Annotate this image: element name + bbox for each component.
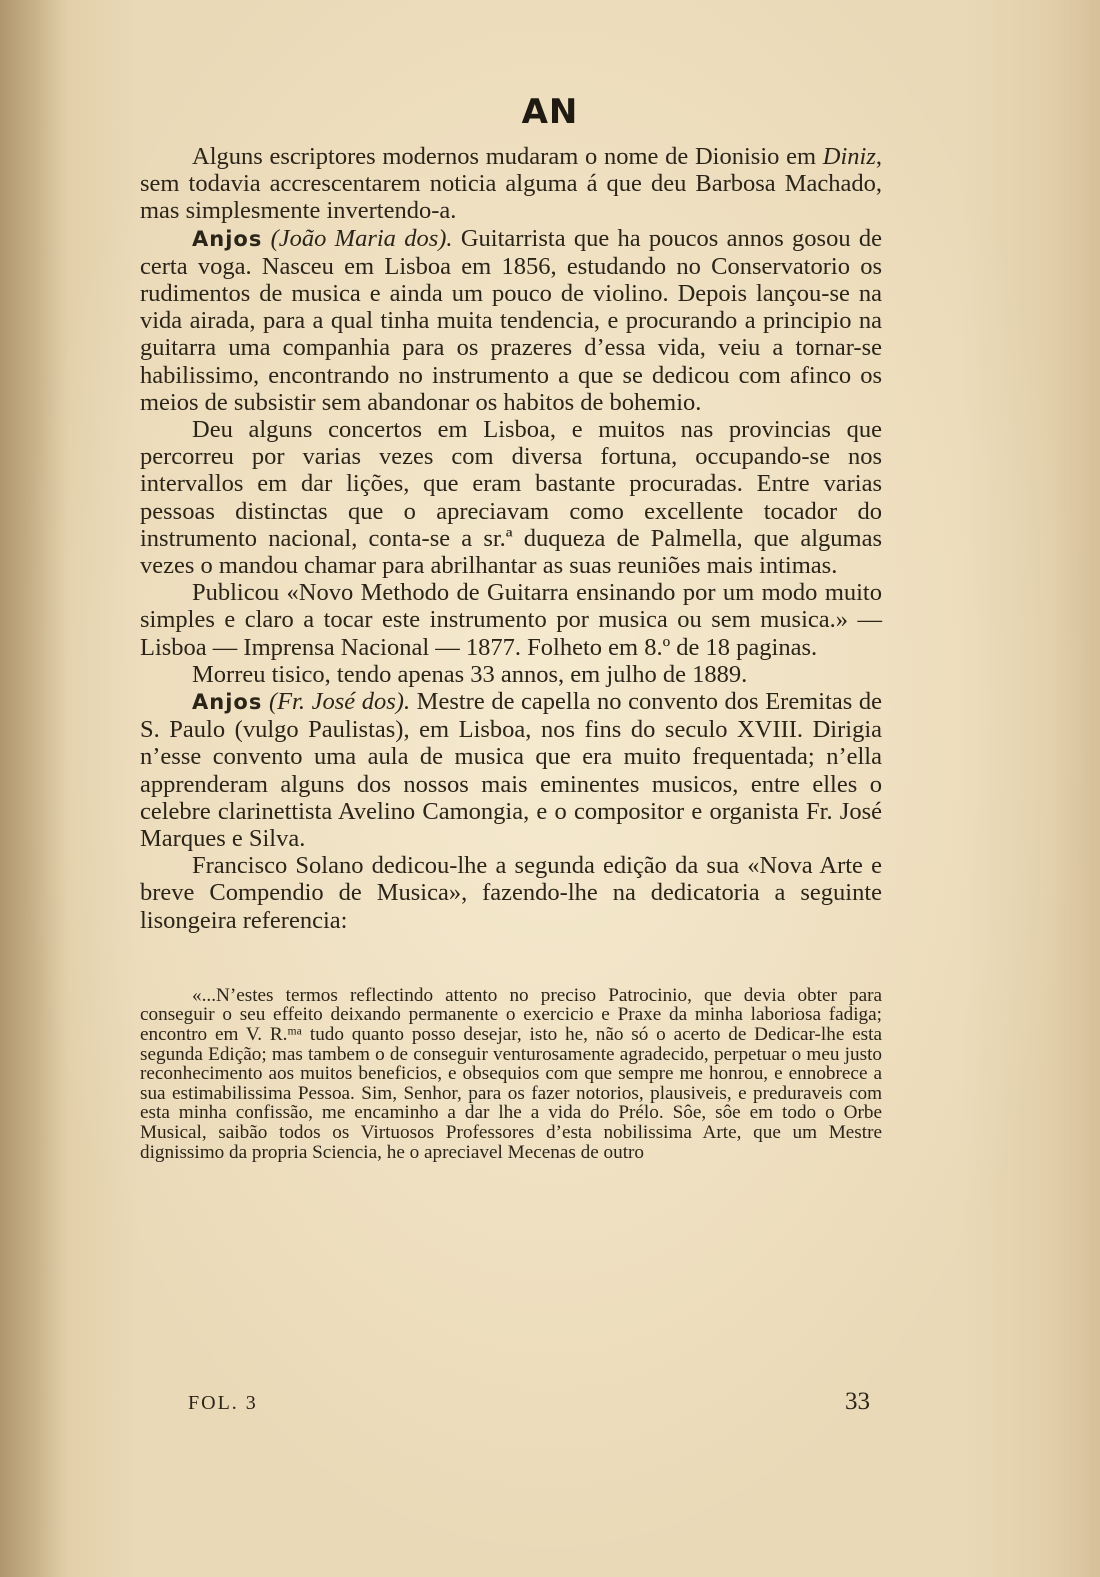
paragraph-publication: Publicou «Novo Methodo de Guitarra ensinando por um modo muito simples e claro a tocar este instrumento por musica ou sem musica.» — Lisboa — Imprensa Nacional — 1877. Folheto em 8.º de 18 paginas.	[140, 579, 882, 661]
entry-anjos-jose	[140, 688, 882, 852]
entry-text: Mestre de capella no convento dos Eremitas de S. Paulo (vulgo Paulistas), em Lisboa, nos fins do seculo XVIII. Dirigia n’esse convento uma aula de musica que era muito frequentada; n’ella apprenderam alguns dos nossos mais eminentes musicos, entre elles o celebre clarinettista Avelino Camongia, e o compositor e organista Fr. José Marques e Silva.	[140, 688, 883, 853]
text-column	[140, 143, 882, 1162]
page-number: 33	[845, 1388, 870, 1415]
body-text	[140, 143, 882, 934]
entry-qualifier: (João Maria dos).	[270, 224, 453, 252]
page-footer	[140, 1388, 882, 1422]
paragraph-intro-text: Alguns escriptores modernos mudaram o nome de Dionisio em	[192, 143, 823, 170]
entry-qualifier: (Fr. José dos).	[268, 688, 411, 716]
entry-anjos-joao	[140, 225, 882, 416]
block-quote	[140, 986, 882, 1162]
signature-mark: FOL. 3	[188, 1392, 258, 1414]
entry-text: Guitarrista que ha poucos annos gosou de certa voga. Nasceu em Lisboa em 1856, estudando no Conservatorio os rudimentos de musica e ainda um pouco de violino. Depois lançou-se na vida airada, para a qual tinha muita tendencia, e procurando a principio na guitarra uma companhia para os prazeres d’essa vida, veiu a tornar-se habilissimo, encontrando no instrumento a que se dedicou com afinco os meios de subsistir sem abandonar os habitos de bohemio.	[140, 224, 882, 416]
paragraph-intro-italic: Diniz	[822, 143, 876, 170]
gutter-shadow	[0, 0, 70, 1577]
paragraph-solano: Francisco Solano dedicou-lhe a segunda edição da sua «Nova Arte e breve Compendio de Musica», fazendo-lhe na dedicatoria a seguinte lisongeira referencia:	[140, 852, 882, 934]
entry-headword: Anjos	[192, 690, 263, 715]
quote-text: «...N’estes termos reflectindo attento no preciso Patrocinio, que devia obter para conseguir o seu effeito deixando permanente o exercicio e Praxe da minha laboriosa fadiga; encontro em V. R.ᵐᵃ tudo quanto posso desejar, isto he, não só o acerto de Dedicar-lhe esta segunda Edição; mas tambem o de conseguir venturosamente agradecido, perpetuar o meu justo reconhecimento aos muitos beneficios, e obsequios com que sempre me honrou, e ennobrece a sua estimabilissima Pessoa. Sim, Senhor, para os fazer notorios, plausiveis, e preduraveis com esta minha confissão, me encaminho a dar lhe a vida do Prélo. Sôe, sôe em todo o Orbe Musical, saibão todos os Virtuosos Professores d’esta nobilissima Arte, que um Mestre dignissimo da propria Sciencia, he o apreciavel Mecenas de outro	[140, 984, 882, 1163]
paragraph-death: Morreu tisico, tendo apenas 33 annos, em julho de 1889.	[192, 660, 748, 688]
paragraph-intro	[140, 143, 882, 225]
paragraph-concerts: Deu alguns concertos em Lisboa, e muitos nas provincias que percorreu por varias vezes com diversa fortuna, occupando-se nos intervallos em dar lições, que eram bastante procuradas. Entre varias pessoas distinctas que o apreciavam como excellente tocador do instrumento nacional, conta-se a sr.ª duqueza de Palmella, que algumas vezes o mandou chamar para abrilhantar as suas reuniões mais intimas.	[140, 416, 882, 580]
paragraph-intro-end: , sem todavia accrescentarem noticia alguma á que deu Barbosa Machado, mas simplesmente invertendo-a.	[140, 143, 882, 225]
running-head: AN	[521, 92, 579, 132]
entry-headword: Anjos	[192, 226, 263, 251]
